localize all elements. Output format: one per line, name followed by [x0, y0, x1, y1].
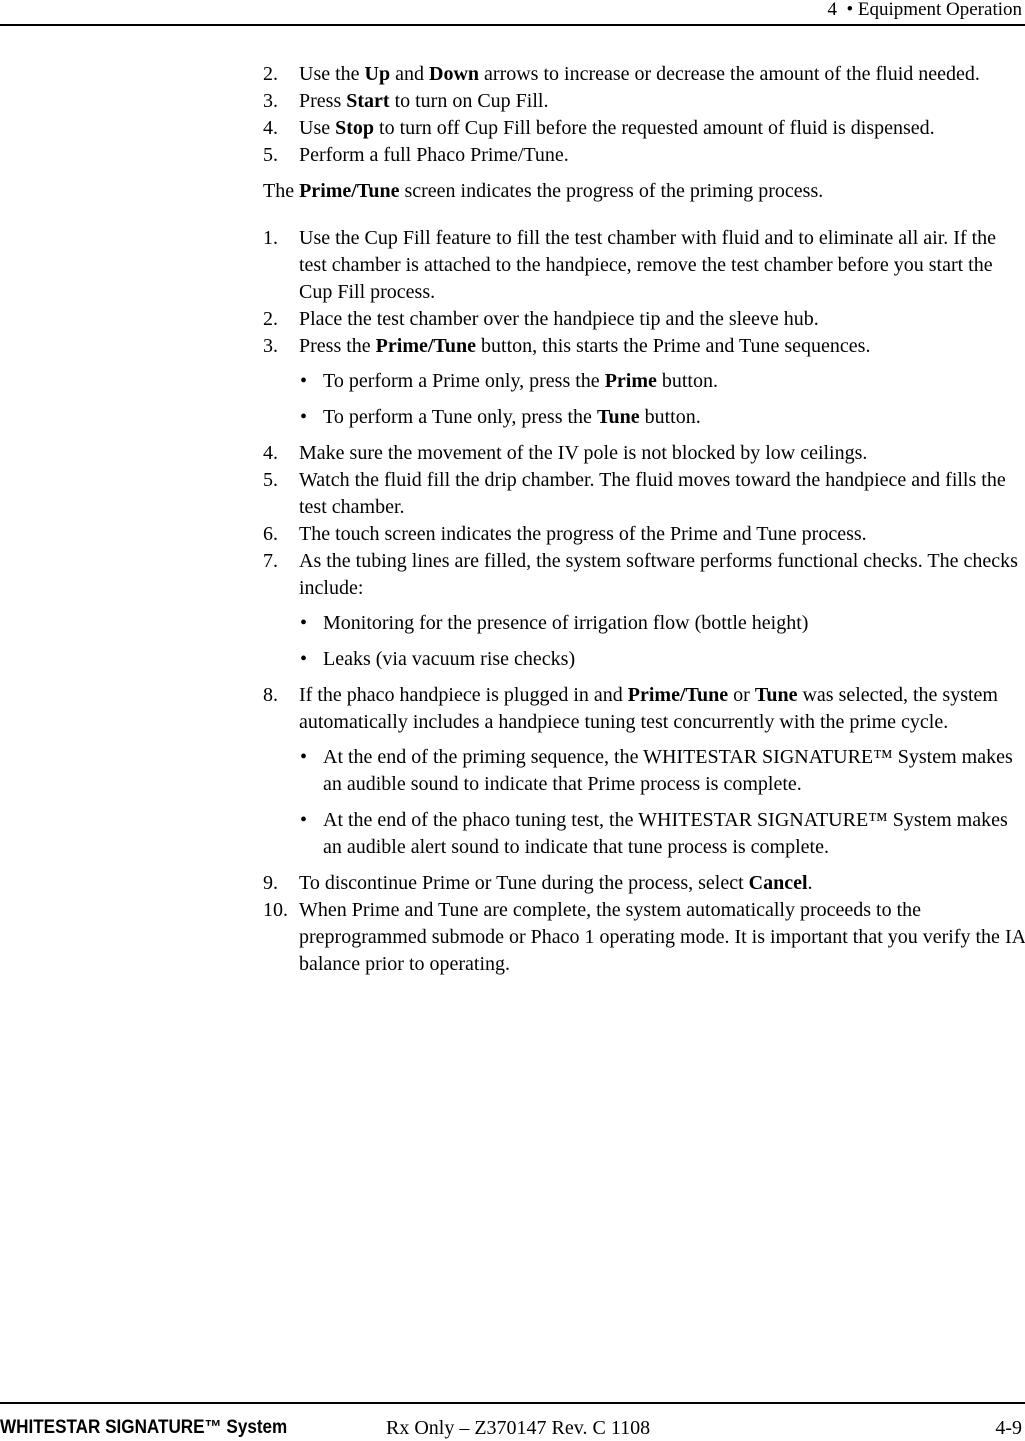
list-item: 2. Place the test chamber over the handpiece tip and the sleeve hub.: [263, 308, 819, 330]
bullet-list: [263, 368, 1025, 431]
bullet-icon: •: [300, 809, 308, 831]
list-item: 10. When Prime and Tune are complete, the system automatically proceeds to the preprogrammed submode or Phaco 1 operating mode. It is important that you verify the IA balance prior to operating.: [263, 899, 1025, 975]
list-item: 6. The touch screen indicates the progress of the Prime and Tune process.: [263, 523, 867, 545]
list-item: 8. If the phaco handpiece is plugged in and Prime/Tune or Tune was selected, the system automatically includes a handpiece tuning test concurrently with the prime cycle. • At the end of the priming sequence, the WHITESTAR SIGNATURE™ System makes an audible sound to indicate that Prime process is complete. • At the end of the phaco tuning test, the WHITESTAR SIGNATURE™ System makes an audible alert sound to indicate that tune process is complete.: [263, 682, 1025, 861]
list-item: 4. Make sure the movement of the IV pole is not blocked by low ceilings.: [263, 442, 868, 464]
bullet-item: • At the end of the priming sequence, the WHITESTAR SIGNATURE™ System makes an audible sound to indicate that Prime process is complete.: [300, 746, 1013, 795]
bullet-icon: •: [300, 746, 308, 768]
list-item: 2. Use the Up and Down arrows to increase or decrease the amount of the fluid needed.: [263, 63, 980, 85]
bullet-item: • At the end of the phaco tuning test, the WHITESTAR SIGNATURE™ System makes an audible alert sound to indicate that tune process is complete.: [300, 809, 1008, 858]
list-item: 9. To discontinue Prime or Tune during the process, select Cancel.: [263, 872, 813, 894]
bullet-icon: •: [300, 648, 308, 670]
bullet-item: • Monitoring for the presence of irrigation flow (bottle height): [263, 610, 1025, 637]
step-list-prime-tune: [263, 225, 1025, 978]
footer-product-name: WHITESTAR SIGNATURE™ System: [0, 1417, 288, 1438]
list-item: 4. Use Stop to turn off Cup Fill before the requested amount of fluid is dispensed.: [263, 117, 935, 139]
bullet-item: • To perform a Tune only, press the Tune button.: [263, 404, 1025, 431]
list-item: 5. Watch the fluid fill the drip chamber. The fluid moves toward the handpiece and fills the test chamber.: [263, 469, 1006, 518]
footer-rule: [0, 1402, 1025, 1404]
bullet-item: • To perform a Prime only, press the Prime button.: [263, 368, 1025, 395]
bullet-icon: •: [300, 612, 308, 634]
page-number: 4-9: [995, 1417, 1022, 1439]
running-header: [828, 0, 1023, 19]
step-list-cup-fill: [263, 61, 1025, 169]
page-body: [263, 61, 1025, 978]
bullet-icon: •: [300, 370, 308, 392]
prime-tune-intro: The Prime/Tune screen indicates the progress of the priming process.: [263, 180, 824, 202]
list-item: 3. Press Start to turn on Cup Fill.: [263, 90, 549, 112]
chapter-number: 4: [827, 0, 837, 20]
footer-document-id: Rx Only – Z370147 Rev. C 1108: [386, 1417, 651, 1439]
bullet-list: [263, 744, 1025, 861]
bullet-icon: •: [300, 406, 308, 428]
chapter-title: • Equipment Operation: [846, 0, 1022, 20]
list-item: 5. Perform a full Phaco Prime/Tune.: [263, 144, 569, 166]
list-item: 3. Press the Prime/Tune button, this starts the Prime and Tune sequences. • To perform a Prime only, press the Prime button. • To perform a Tune only, press the Tune button.: [263, 333, 1025, 431]
header-rule: [0, 24, 1025, 26]
list-item: 1. Use the Cup Fill feature to fill the test chamber with fluid and to eliminate all air. If the test chamber is attached to the handpiece, remove the test chamber before you start the Cup Fill process.: [263, 227, 997, 303]
bullet-list: [263, 610, 1025, 673]
bullet-item: • Leaks (via vacuum rise checks): [263, 646, 1025, 673]
list-item: 7. As the tubing lines are filled, the system software performs functional checks. The checks include: • Monitoring for the presence of irrigation flow (bottle height) • Leaks (via vacuum rise checks): [263, 548, 1025, 673]
